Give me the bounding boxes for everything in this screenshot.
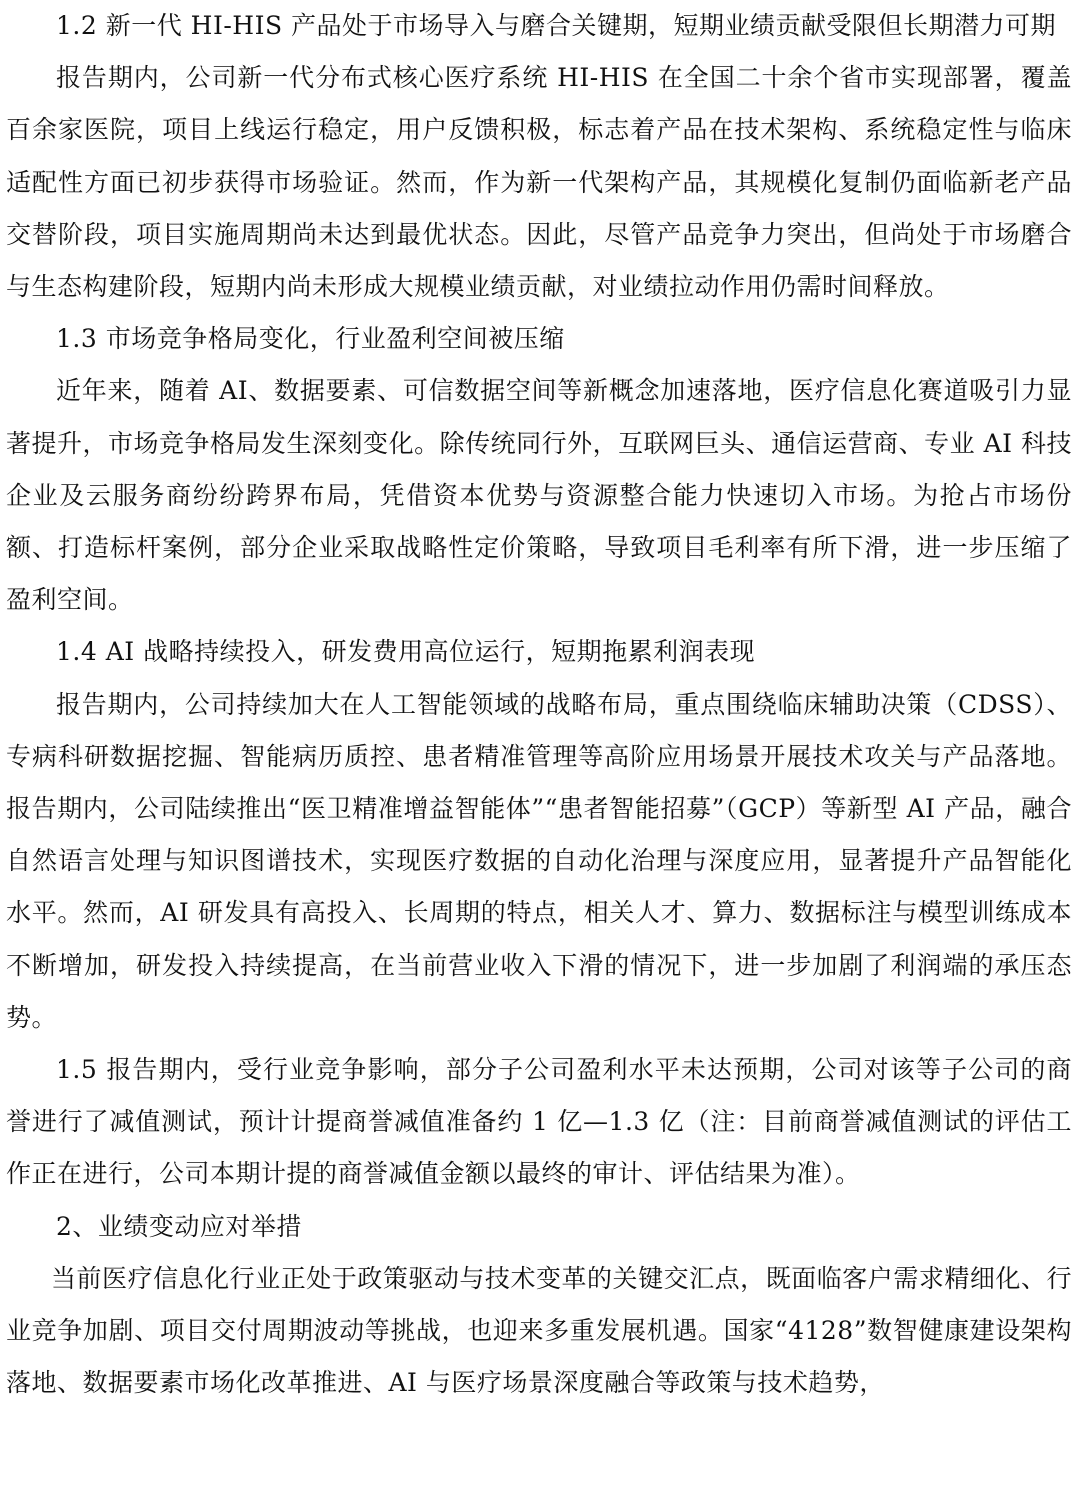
- body-paragraph-goodwill: 1.5 报告期内，受行业竞争影响，部分子公司盈利水平未达预期，公司对该等子公司的商誉进行了减值测试，预计计提商誉减值准备约 1 亿—1.3 亿（注：目前商誉减值测试的评估工作正在进行，公司本期计提的商誉减值金额以最终的审计、评估结果为准）。: [6, 1055, 1072, 1189]
- section-heading-1-3: 1.3 市场竞争格局变化，行业盈利空间被压缩: [56, 324, 565, 354]
- section-heading-2: 2、业绩变动应对举措: [56, 1211, 302, 1241]
- section-heading-1-4: 1.4 AI 战略持续投入，研发费用高位运行，短期拖累利润表现: [56, 637, 756, 667]
- document-page: [6, 0, 1072, 1409]
- section-heading-1-2: 1.2 新一代 HI-HIS 产品处于市场导入与磨合关键期，短期业绩贡献受限但长期潜力可期: [56, 11, 1057, 40]
- body-paragraph-competition: 近年来，随着 AI、数据要素、可信数据空间等新概念加速落地，医疗信息化赛道吸引力显著提升，市场竞争格局发生深刻变化。除传统同行外，互联网巨头、通信运营商、专业 AI 科技企业及云服务商纷纷跨界布局，凭借资本优势与资源整合能力快速切入市场。为抢占市场份额、打造标杆案例，部分企业采取战略性定价策略，导致项目毛利率有所下滑，进一步压缩了盈利空间。: [6, 376, 1072, 615]
- body-paragraph-ai-investment: 报告期内，公司持续加大在人工智能领域的战略布局，重点围绕临床辅助决策（CDSS）、专病科研数据挖掘、智能病历质控、患者精准管理等高阶应用场景开展技术攻关与产品落地。报告期内，公司陆续推出“医卫精准增益智能体”“患者智能招募”（GCP）等新型 AI 产品，融合自然语言处理与知识图谱技术，实现医疗数据的自动化治理与深度应用，显著提升产品智能化水平。然而，AI 研发具有高投入、长周期的特点，相关人才、算力、数据标注与模型训练成本不断增加，研发投入持续提高，在当前营业收入下滑的情况下，进一步加剧了利润端的承压态势。: [6, 689, 1072, 1032]
- body-paragraph-measures: 当前医疗信息化行业正处于政策驱动与技术变革的关键交汇点，既面临客户需求精细化、行业竞争加剧、项目交付周期波动等挑战，也迎来多重发展机遇。国家“4128”数智健康建设架构落地、数据要素市场化改革推进、AI 与医疗场景深度融合等政策与技术趋势，: [6, 1263, 1072, 1398]
- body-paragraph-hi-his: 报告期内，公司新一代分布式核心医疗系统 HI-HIS 在全国二十余个省市实现部署，覆盖百余家医院，项目上线运行稳定，用户反馈积极，标志着产品在技术架构、系统稳定性与临床适配性方面已初步获得市场验证。然而，作为新一代架构产品，其规模化复制仍面临新老产品交替阶段，项目实施周期尚未达到最优状态。因此，尽管产品竞争力突出，但尚处于市场磨合与生态构建阶段，短期内尚未形成大规模业绩贡献，对业绩拉动作用仍需时间释放。: [6, 63, 1072, 302]
